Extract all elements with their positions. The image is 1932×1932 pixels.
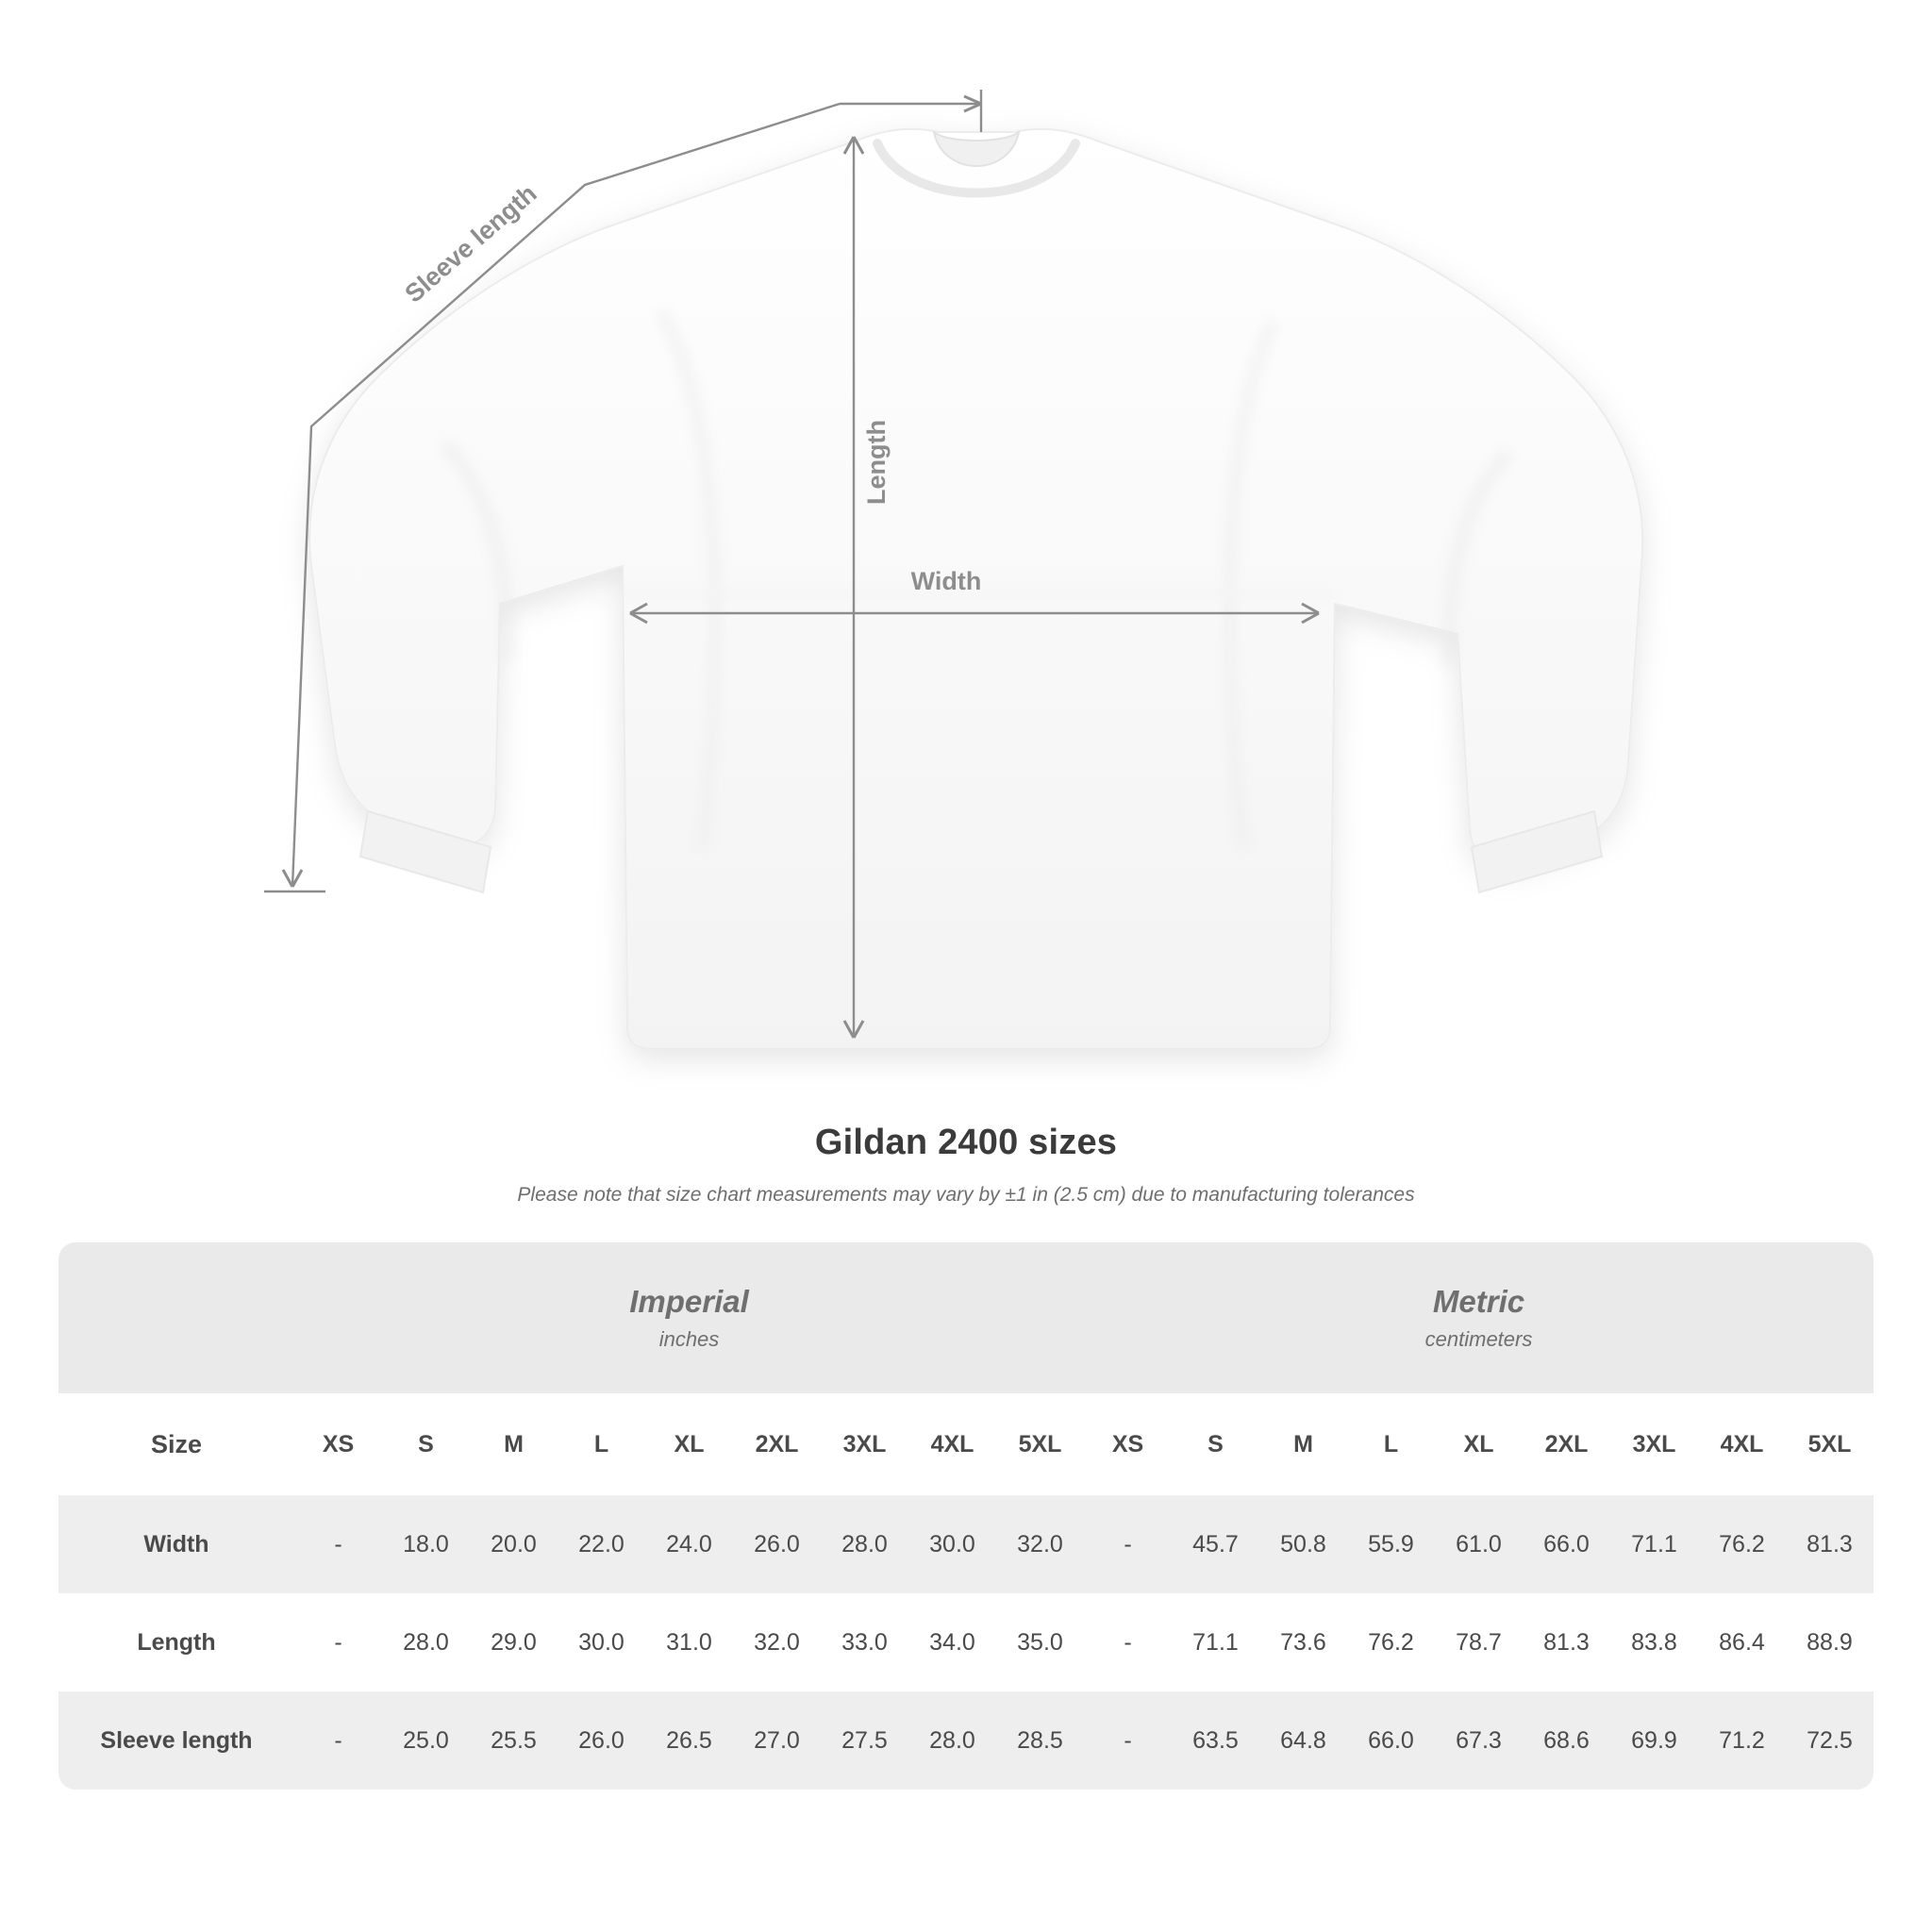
- cell-length-imp-8: 35.0: [996, 1593, 1084, 1691]
- size-header-imp-6: 3XL: [821, 1393, 908, 1495]
- table-row: [58, 1593, 1874, 1691]
- cell-length-met-6: 83.8: [1610, 1593, 1698, 1691]
- cell-width-met-7: 76.2: [1698, 1495, 1786, 1593]
- cell-length-met-3: 76.2: [1347, 1593, 1435, 1691]
- cell-width-met-0: -: [1084, 1495, 1172, 1593]
- unit-imperial: [294, 1242, 1084, 1393]
- cell-length-imp-0: -: [294, 1593, 382, 1691]
- cell-width-imp-4: 24.0: [645, 1495, 733, 1593]
- cell-width-met-6: 71.1: [1610, 1495, 1698, 1593]
- unit-metric: [1084, 1242, 1874, 1393]
- cell-length-met-7: 86.4: [1698, 1593, 1786, 1691]
- chart-heading: [0, 1123, 1932, 1207]
- label-sleeve-length: Sleeve length: [399, 178, 542, 308]
- size-header-met-7: 4XL: [1698, 1393, 1786, 1495]
- cell-sleeve-met-5: 68.6: [1523, 1691, 1610, 1790]
- cell-width-imp-8: 32.0: [996, 1495, 1084, 1593]
- cell-length-met-0: -: [1084, 1593, 1172, 1691]
- size-header-met-1: S: [1172, 1393, 1259, 1495]
- cell-sleeve-met-2: 64.8: [1259, 1691, 1347, 1790]
- cell-length-met-5: 81.3: [1523, 1593, 1610, 1691]
- size-header-imp-2: M: [470, 1393, 558, 1495]
- size-header-met-3: L: [1347, 1393, 1435, 1495]
- size-header-met-6: 3XL: [1610, 1393, 1698, 1495]
- tolerance-note: Please note that size chart measurements may vary by ±1 in (2.5 cm) due to manufacturing tolerances: [517, 1184, 1415, 1206]
- cell-length-met-2: 73.6: [1259, 1593, 1347, 1691]
- cell-sleeve-imp-0: -: [294, 1691, 382, 1790]
- cell-sleeve-imp-7: 28.0: [908, 1691, 996, 1790]
- size-header-imp-3: L: [558, 1393, 645, 1495]
- size-header-imp-1: S: [382, 1393, 470, 1495]
- size-header-met-2: M: [1259, 1393, 1347, 1495]
- row-label-width: Width: [58, 1495, 294, 1593]
- cell-width-met-4: 61.0: [1435, 1495, 1523, 1593]
- cell-sleeve-met-1: 63.5: [1172, 1691, 1259, 1790]
- cell-sleeve-imp-5: 27.0: [733, 1691, 821, 1790]
- size-header-met-5: 2XL: [1523, 1393, 1610, 1495]
- size-table-container: [58, 1242, 1874, 1790]
- cell-length-imp-3: 30.0: [558, 1593, 645, 1691]
- size-header-imp-8: 5XL: [996, 1393, 1084, 1495]
- cell-length-imp-6: 33.0: [821, 1593, 908, 1691]
- unit-imperial-name: Imperial: [629, 1284, 749, 1320]
- page-title: Gildan 2400 sizes: [814, 1123, 1118, 1162]
- cell-width-met-1: 45.7: [1172, 1495, 1259, 1593]
- cell-width-imp-2: 20.0: [470, 1495, 558, 1593]
- cell-length-met-4: 78.7: [1435, 1593, 1523, 1691]
- size-header-imp-0: XS: [294, 1393, 382, 1495]
- unit-row-spacer: [58, 1242, 294, 1393]
- size-header-imp-7: 4XL: [908, 1393, 996, 1495]
- cell-sleeve-met-7: 71.2: [1698, 1691, 1786, 1790]
- cell-sleeve-imp-3: 26.0: [558, 1691, 645, 1790]
- cell-width-met-8: 81.3: [1786, 1495, 1874, 1593]
- cell-width-met-2: 50.8: [1259, 1495, 1347, 1593]
- size-header-met-4: XL: [1435, 1393, 1523, 1495]
- size-header-imp-4: XL: [645, 1393, 733, 1495]
- table-row: [58, 1495, 1874, 1593]
- size-header-met-8: 5XL: [1786, 1393, 1874, 1495]
- size-header-row: [58, 1393, 1874, 1495]
- cell-width-imp-0: -: [294, 1495, 382, 1593]
- cell-length-imp-4: 31.0: [645, 1593, 733, 1691]
- cell-length-imp-1: 28.0: [382, 1593, 470, 1691]
- cell-sleeve-met-4: 67.3: [1435, 1691, 1523, 1790]
- cell-sleeve-met-0: -: [1084, 1691, 1172, 1790]
- unit-header-row: [58, 1242, 1874, 1393]
- cell-length-imp-5: 32.0: [733, 1593, 821, 1691]
- row-label-sleeve-length: Sleeve length: [58, 1691, 294, 1790]
- unit-imperial-sub: inches: [658, 1326, 720, 1351]
- cell-width-imp-1: 18.0: [382, 1495, 470, 1593]
- cell-sleeve-met-6: 69.9: [1610, 1691, 1698, 1790]
- label-length: Length: [862, 420, 891, 505]
- cell-length-met-1: 71.1: [1172, 1593, 1259, 1691]
- cell-sleeve-imp-1: 25.0: [382, 1691, 470, 1790]
- cell-length-imp-2: 29.0: [470, 1593, 558, 1691]
- size-table: [58, 1242, 1874, 1790]
- cell-sleeve-imp-4: 26.5: [645, 1691, 733, 1790]
- cell-width-imp-3: 22.0: [558, 1495, 645, 1593]
- cell-sleeve-imp-6: 27.5: [821, 1691, 908, 1790]
- cell-sleeve-met-8: 72.5: [1786, 1691, 1874, 1790]
- size-header-met-0: XS: [1084, 1393, 1172, 1495]
- cell-width-imp-7: 30.0: [908, 1495, 996, 1593]
- row-label-length: Length: [58, 1593, 294, 1691]
- cell-width-imp-6: 28.0: [821, 1495, 908, 1593]
- size-header-imp-5: 2XL: [733, 1393, 821, 1495]
- table-row: [58, 1691, 1874, 1790]
- cell-length-met-8: 88.9: [1786, 1593, 1874, 1691]
- unit-metric-name: Metric: [1432, 1284, 1525, 1320]
- cell-sleeve-imp-8: 28.5: [996, 1691, 1084, 1790]
- cell-width-imp-5: 26.0: [733, 1495, 821, 1593]
- cell-sleeve-met-3: 66.0: [1347, 1691, 1435, 1790]
- cell-width-met-5: 66.0: [1523, 1495, 1610, 1593]
- unit-metric-sub: centimeters: [1424, 1326, 1533, 1351]
- cell-length-imp-7: 34.0: [908, 1593, 996, 1691]
- cell-sleeve-imp-2: 25.5: [470, 1691, 558, 1790]
- size-label: Size: [58, 1393, 294, 1495]
- cell-width-met-3: 55.9: [1347, 1495, 1435, 1593]
- label-width: Width: [910, 567, 982, 595]
